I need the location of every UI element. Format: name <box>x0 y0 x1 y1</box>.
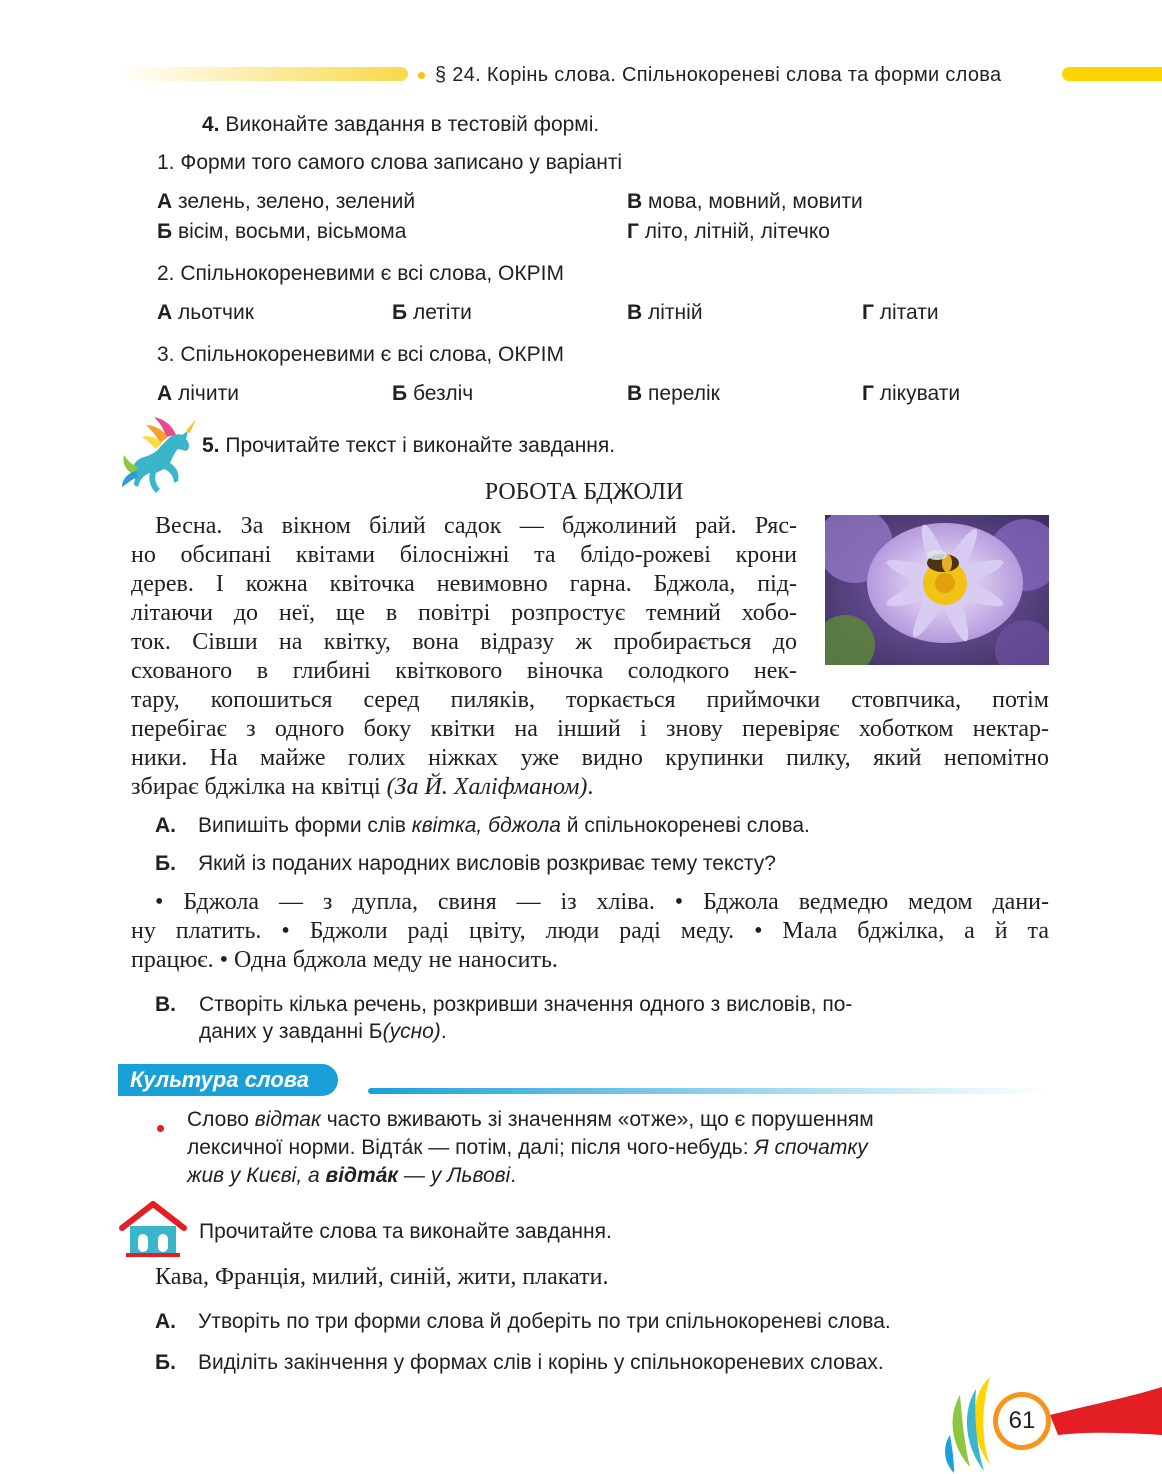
option-text: мова, мовний, мовити <box>648 190 863 213</box>
text-line-5 <box>131 628 797 657</box>
task5-instruction: Прочитайте текст і виконайте завдання. <box>225 434 616 457</box>
header-dot <box>418 72 425 79</box>
subtask-v-line2 <box>199 1017 447 1047</box>
culture-line-1 <box>187 1106 874 1134</box>
section-header <box>418 61 1001 89</box>
page-number-flower-icon <box>940 1375 1162 1474</box>
text-line: схованого в глибині квіткового віночка солодкого нек- <box>131 658 797 684</box>
culture-divider <box>368 1088 1048 1094</box>
q1-text: 1. Форми того самого слова записано у варіанті <box>157 151 623 174</box>
culture-italic: — у Львові <box>398 1164 511 1187</box>
header-bar-right <box>1062 67 1162 81</box>
subtask-letter: А. <box>155 814 176 837</box>
task5-number: 5. <box>202 434 220 457</box>
subtask-letter: Б. <box>155 852 176 875</box>
text-line: но обсипані квітами білосніжні та блідо-рожеві крони <box>131 542 797 568</box>
option-text: льотчик <box>178 301 254 324</box>
option-text: летіти <box>412 301 472 324</box>
text-line-3 <box>131 570 797 599</box>
subtask-v <box>155 990 176 1020</box>
proverb-text: • Бджола — з дупла, свиня — із хліва. • Бджола ведмедю медом дани- <box>155 889 1049 915</box>
text-line: ники. На майже голих ніжках уже видно крупинки пилку, який непомітно <box>131 745 1049 771</box>
text-line: перебігає з одного боку квітки на інший і знову перевіряє хоботком нектар- <box>131 716 1049 742</box>
culture-italic: жив у Києві, а <box>187 1164 326 1187</box>
option-letter: А <box>157 301 173 324</box>
option-text: перелік <box>648 382 720 405</box>
culture-tag: Культура слова <box>118 1064 338 1096</box>
bullet-dot <box>157 1125 164 1132</box>
option-letter: В <box>627 190 643 213</box>
text-line-9 <box>131 744 1049 773</box>
option-text: безліч <box>412 382 474 405</box>
q3-option-b <box>392 379 473 409</box>
q3-option-v <box>627 379 720 409</box>
culture-text: . <box>510 1164 517 1187</box>
proverb-text: ну платить. • Бджоли раді цвіту, люди раді меду. • Мала бджілка, а й та <box>131 918 1049 944</box>
culture-line-3 <box>187 1162 516 1190</box>
subtask-italic: (усно) <box>382 1020 441 1043</box>
home-task-a <box>155 1307 891 1337</box>
culture-italic: відтак <box>254 1108 321 1131</box>
culture-italic: Я спочатку <box>754 1136 868 1159</box>
home-instruction: Прочитайте слова та виконайте завдання. <box>199 1220 612 1243</box>
subtask-a <box>155 811 810 841</box>
bee-flower-photo <box>825 515 1049 665</box>
option-text: літо, літній, літечко <box>644 220 830 243</box>
subtask-letter: А. <box>155 1310 176 1333</box>
q1-option-b <box>157 217 406 247</box>
option-text: літній <box>648 301 703 324</box>
text-line-1 <box>155 512 797 541</box>
text-line: літаючи до неї, ще в повітрі розпростує темний хобо- <box>131 600 797 626</box>
subtask-text: Випишіть форми слів <box>198 814 412 837</box>
subtask-text: даних у завданні Б <box>199 1020 383 1043</box>
proverb-line-1 <box>155 888 1049 917</box>
q3-text: 3. Спільнокореневими є всі слова, ОКРІМ <box>157 343 564 366</box>
option-letter: Б <box>157 220 173 243</box>
text-line: тару, копошиться серед пиляків, торкається приймочки стовпчика, потім <box>131 687 1049 713</box>
q1-option-g <box>627 217 830 247</box>
text-line-8 <box>131 715 1049 744</box>
culture-bold: відта́к <box>325 1164 399 1187</box>
text-last: збирає бджілка на квітці <box>131 774 381 800</box>
text-author-end: . <box>587 774 594 800</box>
subtask-v-line1: Створіть кілька речень, розкривши значення одного з висловів, по- <box>199 993 853 1016</box>
option-text: лічити <box>178 382 239 405</box>
q1-option-a <box>157 187 415 217</box>
subtask-italic: квітка, бджола <box>411 814 561 837</box>
task4-number: 4. <box>202 113 220 136</box>
subtask-text-end: . <box>440 1020 447 1043</box>
option-letter: Б <box>392 301 408 324</box>
home-words: Кава, Франція, милий, синій, жити, плакати. <box>155 1264 609 1290</box>
proverb-line-2 <box>131 917 1049 946</box>
option-letter: А <box>157 382 173 405</box>
proverb-line-3: працює. • Одна бджола меду не наносить. <box>131 947 558 973</box>
text-line-7 <box>131 686 1049 715</box>
subtask-text-end: й спільнокореневі слова. <box>560 814 810 837</box>
subtask-text: Виділіть закінчення у формах слів і корінь у спільнокореневих словах. <box>197 1351 884 1374</box>
option-letter: Г <box>862 382 874 405</box>
option-text: літати <box>879 301 939 324</box>
q2-text: 2. Спільнокореневими є всі слова, ОКРІМ <box>157 262 564 285</box>
q2-option-v <box>627 298 703 328</box>
header-bar-left <box>118 67 408 81</box>
task4-instruction: Виконайте завдання в тестовій формі. <box>225 113 600 136</box>
home-task-b <box>155 1348 884 1378</box>
text-line: Весна. За вікном білий садок — бджолиний рай. Ряс- <box>155 513 797 539</box>
q2-option-b <box>392 298 472 328</box>
text-line: дерев. І кожна квіточка невимовно гарна. Бджола, під- <box>131 571 797 597</box>
section-title: § 24. Корінь слова. Спільнокореневі слова та форми слова <box>435 64 1002 86</box>
subtask-text: Утворіть по три форми слова й доберіть по три спільнокореневі слова. <box>198 1310 891 1333</box>
subtask-letter: В. <box>155 993 176 1016</box>
option-letter: Г <box>862 301 874 324</box>
option-text: лікувати <box>879 382 961 405</box>
text-title: РОБОТА БДЖОЛИ <box>484 479 684 505</box>
subtask-text: Який із поданих народних висловів розкриває тему тексту? <box>197 852 776 875</box>
text-line-10 <box>131 773 593 802</box>
subtask-letter: Б. <box>155 1351 176 1374</box>
culture-line-2 <box>187 1134 868 1162</box>
subtask-b <box>155 849 776 879</box>
task4-heading <box>202 110 599 140</box>
option-letter: В <box>627 301 643 324</box>
text-line: ток. Сівши на квітку, вона відразу ж пробирається до <box>131 629 797 655</box>
task5-heading <box>202 431 615 461</box>
q3-option-a <box>157 379 239 409</box>
q1-option-v <box>627 187 863 217</box>
culture-bullet <box>157 1119 164 1137</box>
option-letter: А <box>157 190 173 213</box>
q2-option-g <box>862 298 939 328</box>
text-line-2 <box>131 541 797 570</box>
text-line-6 <box>131 657 797 686</box>
text-author: (За Й. Халіфманом) <box>386 774 588 800</box>
culture-text: лексичної норми. Відта́к — потім, далі; після чого-небудь: <box>187 1136 755 1159</box>
q3-option-g <box>862 379 960 409</box>
text-line-4 <box>131 599 797 628</box>
option-text: вісім, восьми, вісьмома <box>177 220 407 243</box>
option-text: зелень, зелено, зелений <box>178 190 416 213</box>
q2-option-a <box>157 298 254 328</box>
option-letter: Б <box>392 382 408 405</box>
culture-text: часто вживають зі значенням «отже», що є порушенням <box>320 1108 874 1131</box>
culture-text: Слово <box>187 1108 255 1131</box>
option-letter: Г <box>627 220 639 243</box>
house-icon <box>118 1200 188 1258</box>
option-letter: В <box>627 382 643 405</box>
page-number: 61 <box>1008 1407 1036 1434</box>
